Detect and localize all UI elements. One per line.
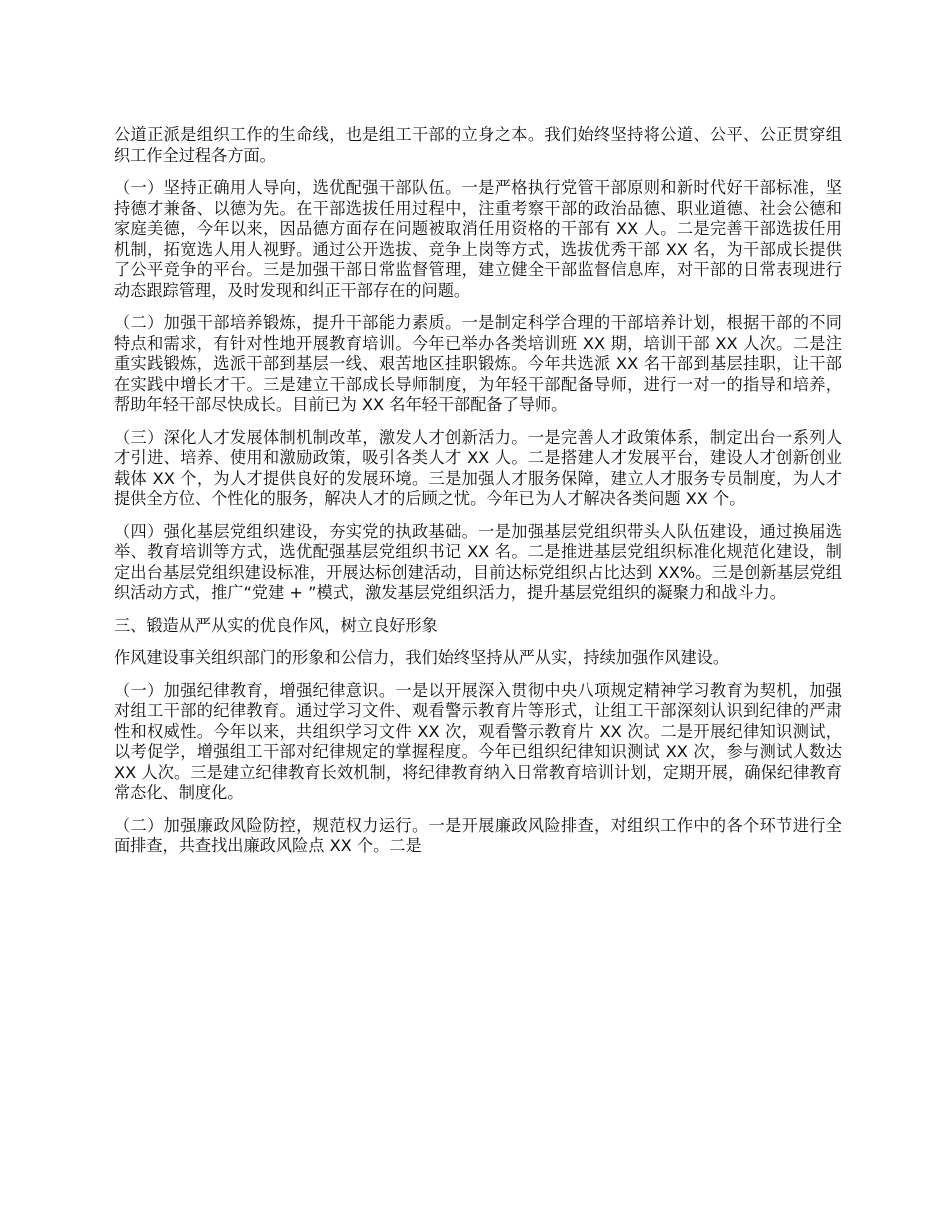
paragraph-section-1: （一）坚持正确用人导向，选优配强干部队伍。一是严格执行党管干部原则和新时代好干部标准，坚持德才兼备、以德为先。在干部选拔任用过程中，注重考察干部的政治品德、职业道德、社会公德和家庭美德，今年以来，因品德方面存在问题被取消任用资格的干部有 XX 人。二是完善干部选拔任用机制，拓宽选人用人视野。通过公开选拔、竞争上岗等方式，选拔优秀干部 XX 名，为干部成长提供了公平竞争的平台。三是加强干部日常监督管理，建立健全干部监督信息库，对干部的日常表现进行动态跟踪管理，及时发现和纠正干部存在的问题。 (114, 178, 842, 300)
paragraph-section-4: （四）强化基层党组织建设，夯实党的执政基础。一是加强基层党组织带头人队伍建设，通过换届选举、教育培训等方式，选优配强基层党组织书记 XX 名。二是推进基层党组织标准化规范化建设，制定出台基层党组织建设标准，开展达标创建活动，目前达标党组织占比达到 XX%。三是创新基层党组织活动方式，推广“党建 + ”模式，激发基层党组织活力，提升基层党组织的凝聚力和战斗力。 (114, 521, 842, 602)
paragraph-discipline-education: （一）加强纪律教育，增强纪律意识。一是以开展深入贯彻中央八项规定精神学习教育为契机，加强对组工干部的纪律教育。通过学习文件、观看警示教育片等形式，让组工干部深刻认识到纪律的严肃性和权威性。今年以来，共组织学习文件 XX 次，观看警示教育片 XX 次。二是开展纪律知识测试，以考促学，增强组工干部对纪律规定的掌握程度。今年已组织纪律知识测试 XX 次，参与测试人数达 XX 人次。三是建立纪律教育长效机制，将纪律教育纳入日常教育培训计划，定期开展，确保纪律教育常态化、制度化。 (114, 680, 842, 802)
paragraph-section-3: （三）深化人才发展体制机制改革，激发人才创新活力。一是完善人才政策体系，制定出台一系列人才引进、培养、使用和激励政策，吸引各类人才 XX 人。二是搭建人才发展平台，建设人才创新创业载体 XX 个，为人才提供良好的发展环境。三是加强人才服务保障，建立人才服务专员制度，为人才提供全方位、个性化的服务，解决人才的后顾之忧。今年已为人才解决各类问题 XX 个。 (114, 427, 842, 508)
paragraph-style-intro: 作风建设事关组织部门的形象和公信力，我们始终坚持从严从实，持续加强作风建设。 (114, 648, 730, 667)
section-heading: 三、锻造从严从实的优良作风，树立良好形象 (114, 615, 438, 635)
paragraph-intro: 公道正派是组织工作的生命线，也是组工干部的立身之本。我们始终坚持将公道、公平、公正贯穿组织工作全过程各方面。 (114, 125, 842, 165)
paragraph-risk-control: （二）加强廉政风险防控，规范权力运行。一是开展廉政风险排查，对组织工作中的各个环节进行全面排查，共查找出廉政风险点 XX 个。二是 (114, 815, 842, 855)
document-body (114, 125, 842, 869)
paragraph-section-2: （二）加强干部培养锻炼，提升干部能力素质。一是制定科学合理的干部培养计划，根据干部的不同特点和需求，有针对性地开展教育培训。今年已举办各类培训班 XX 期，培训干部 XX 人次。二是注重实践锻炼，选派干部到基层一线、艰苦地区挂职锻炼。今年共选派 XX 名干部到基层挂职，让干部在实践中增长才干。三是建立干部成长导师制度，为年轻干部配备导师，进行一对一的指导和培养，帮助年轻干部尽快成长。目前已为 XX 名年轻干部配备了导师。 (114, 313, 842, 414)
